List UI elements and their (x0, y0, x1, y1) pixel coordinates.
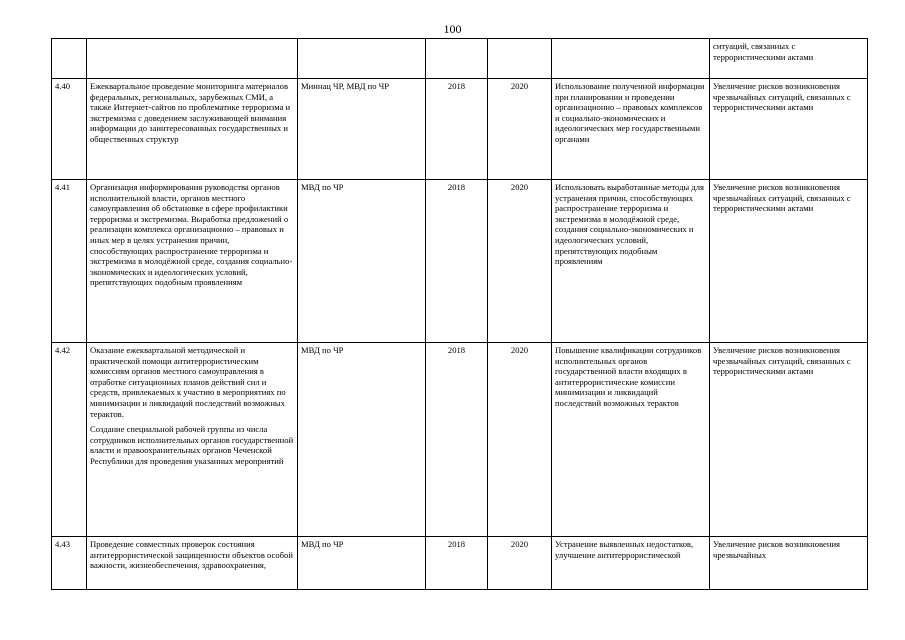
measures-table (51, 38, 868, 590)
row-number: 4.40 (52, 79, 87, 180)
measure-paragraph: Оказание ежеквартальной методической и практической помощи антитеррористическим комиссиям органов местного самоуправления в отработке ситуационных планов действий сил и средств, привлекаемых к участию в мероприятиях по минимизации и ликвидаций последствий возможных терактов. (90, 345, 286, 419)
table-row (52, 79, 868, 180)
measure-paragraph: Ежеквартальное проведение мониторинга материалов федеральных, региональных, зарубежных СМИ, а также Интернет-сайтов по проблематике терроризма и экстремизма с доведением заслуживающей внимания информации до заинтересованных государственных и общественных структур (90, 81, 291, 144)
measure-cell (87, 537, 298, 590)
row-number: 4.41 (52, 180, 87, 343)
table-row (52, 343, 868, 537)
executor-cell: МВД по ЧР (298, 180, 426, 343)
executor-cell: МВД по ЧР (298, 537, 426, 590)
start-year-cell: 2018 (426, 79, 488, 180)
end-year-cell (488, 39, 552, 79)
risk-cell: Увеличение рисков возникновения чрезвычайных ситуаций, связанных с террористическими актами (710, 343, 868, 537)
risk-cell: Увеличение рисков возникновения чрезвычайных ситуаций, связанных с террористическими актами (710, 180, 868, 343)
result-cell: Использование полученной информации при планировании и проведении организационно – правовых комплексов и социально-экономических и идеологических мер государственными органами (552, 79, 710, 180)
table-row (52, 39, 868, 79)
end-year-cell: 2020 (488, 180, 552, 343)
row-number: 4.43 (52, 537, 87, 590)
result-cell: Использовать выработанные методы для устранения причин, способствующих распространение терроризма и экстремизма в молодёжной среде, создания социально-экономических и идеологических условий, препятствующих подобным проявлениям (552, 180, 710, 343)
measure-cell (87, 180, 298, 343)
start-year-cell: 2018 (426, 180, 488, 343)
result-cell (552, 39, 710, 79)
executor-cell: Миннац ЧР, МВД по ЧР (298, 79, 426, 180)
measure-cell (87, 39, 298, 79)
risk-cell: Увеличение рисков возникновения чрезвычайных (710, 537, 868, 590)
table-row (52, 537, 868, 590)
page-number: 100 (443, 22, 462, 36)
result-cell: Повышение квалификации сотрудников исполнительных органов государственной власти входящих в антитеррористические комиссии минимизации и ликвидаций последствий возможных терактов (552, 343, 710, 537)
end-year-cell: 2020 (488, 537, 552, 590)
measure-paragraph: Проведение совместных проверок состояния антитеррористической защищенности объектов особой важности, жизнеобеспечения, здравоохранения, (90, 539, 293, 571)
executor-cell: МВД по ЧР (298, 343, 426, 537)
measure-paragraph: Организация информирования руководства органов исполнительной власти, органов местного самоуправления об обстановке в сфере профилактики терроризма и экстремизма. Выработка предложений о реализации комплекса организационно – правовых и иных мер в целях устранения причин, способствующих распространение терроризма и экстремизма в молодёжной среде, создания социально-экономических и идеологических условий, препятствующих подобным проявлениям (90, 182, 293, 288)
risk-cell: Увеличение рисков возникновения чрезвычайных ситуаций, связанных с террористическими актами (710, 79, 868, 180)
start-year-cell: 2018 (426, 343, 488, 537)
start-year-cell (426, 39, 488, 79)
executor-cell (298, 39, 426, 79)
measure-cell (87, 79, 298, 180)
risk-cell: ситуаций, связанных с террористическими актами (710, 39, 868, 79)
end-year-cell: 2020 (488, 343, 552, 537)
table-row (52, 180, 868, 343)
row-number: 4.42 (52, 343, 87, 537)
row-number (52, 39, 87, 79)
measure-paragraph: Создание специальной рабочей группы из числа сотрудников исполнительных органов государственной власти и правоохранительных органов Чеченской Республики для проведения указанных мероприятий (90, 424, 294, 466)
measure-cell (87, 343, 298, 537)
result-cell: Устранение выявленных недостатков, улучшение антитеррористической (552, 537, 710, 590)
start-year-cell: 2018 (426, 537, 488, 590)
end-year-cell: 2020 (488, 79, 552, 180)
